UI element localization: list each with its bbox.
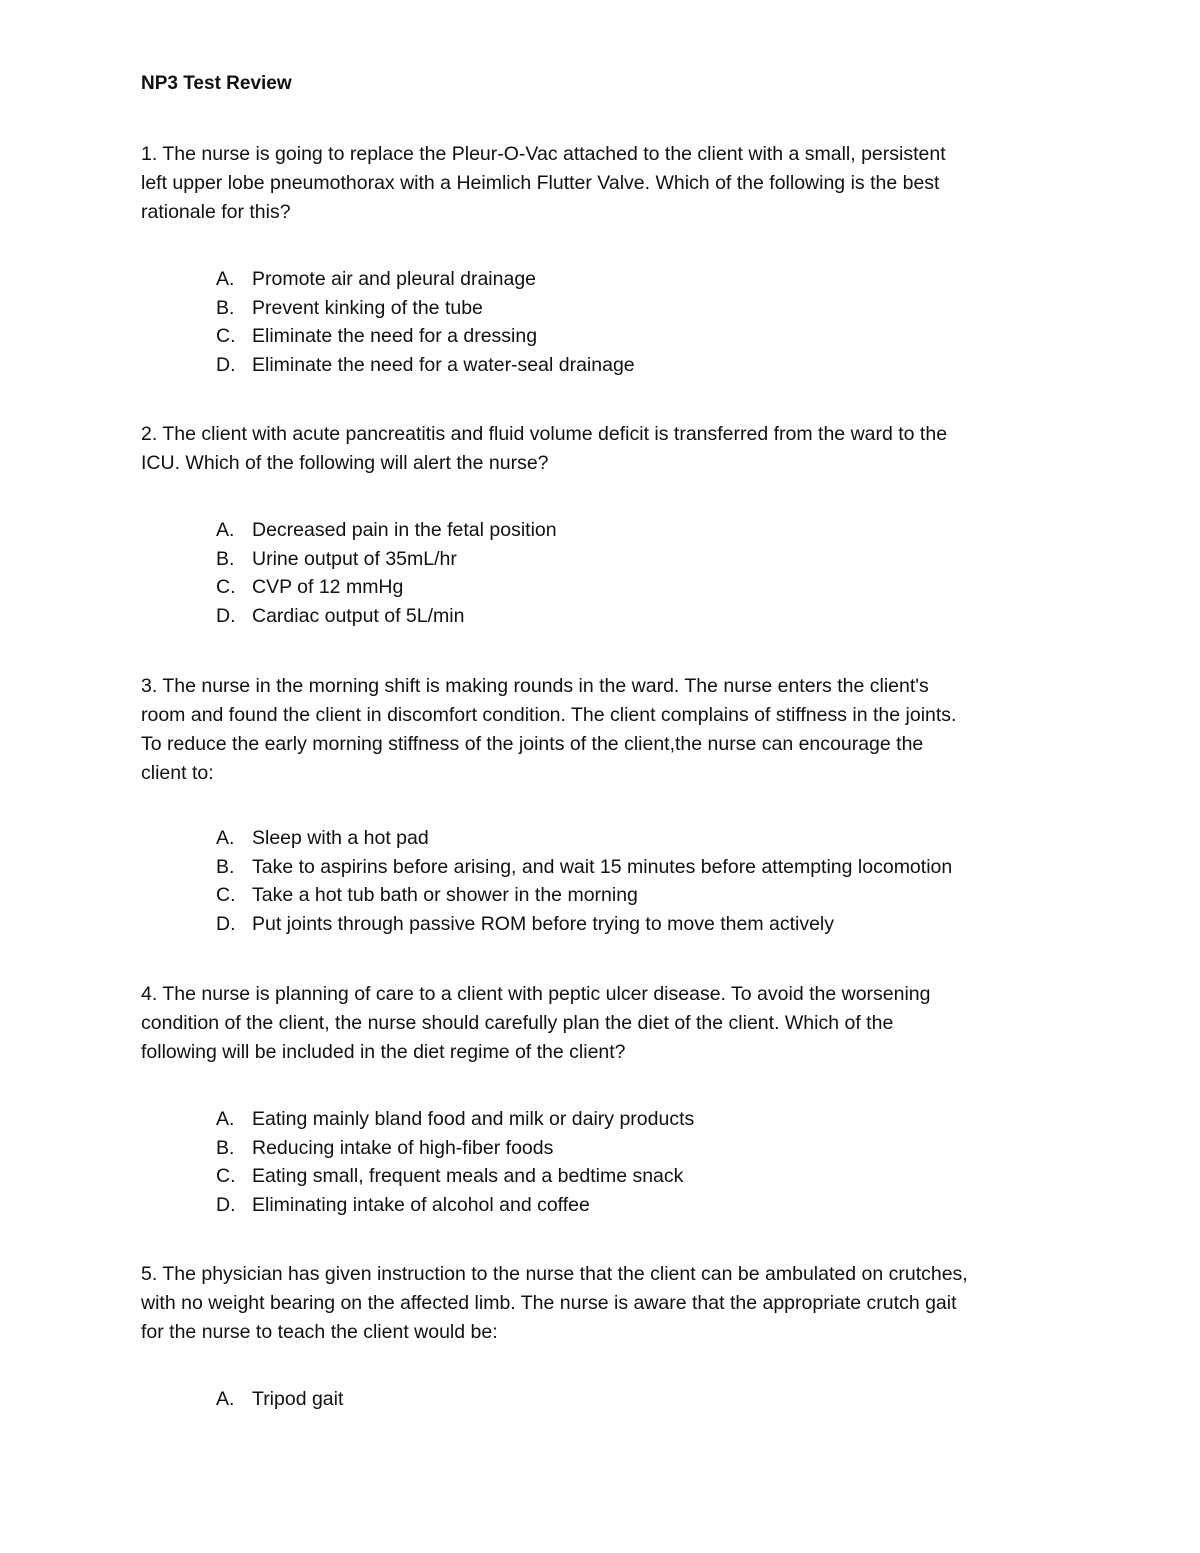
question-2-options: [216, 516, 1116, 630]
option-letter: D.: [216, 912, 236, 935]
option-letter: A.: [216, 827, 235, 849]
option-text: Urine output of 35mL/hr: [252, 547, 457, 570]
option-letter: A.: [216, 268, 235, 290]
option-text: Sleep with a hot pad: [252, 827, 429, 849]
option-text: Eliminate the need for a dressing: [252, 325, 538, 347]
question-3: [141, 672, 1071, 788]
option-letter: B.: [216, 1136, 235, 1159]
question-3-options: [216, 824, 1116, 938]
option-text: Take a hot tub bath or shower in the morning: [252, 884, 638, 906]
question-2: [141, 420, 1071, 478]
option-text: Put joints through passive ROM before trying to move them actively: [252, 912, 835, 935]
option-item: [216, 1105, 1116, 1134]
question-1-text: [141, 140, 1071, 227]
option-item: [216, 602, 1116, 631]
question-line: room and found the client in discomfort condition. The client complains of stiffness in the joints.: [141, 704, 957, 726]
option-item: [216, 294, 1116, 323]
option-item: [216, 1191, 1116, 1220]
question-1: [141, 140, 1071, 227]
question-line: 3. The nurse in the morning shift is making rounds in the ward. The nurse enters the client's: [141, 675, 929, 697]
option-text: Decreased pain in the fetal position: [252, 519, 557, 541]
option-text: Cardiac output of 5L/min: [252, 604, 465, 627]
option-letter: C.: [216, 1165, 236, 1187]
option-letter: C.: [216, 576, 236, 598]
question-line: following will be included in the diet regime of the client?: [141, 1041, 626, 1063]
option-item: [216, 516, 1116, 545]
question-5-options: [216, 1385, 1116, 1414]
question-4-text: [141, 980, 1071, 1067]
option-item: [216, 322, 1116, 351]
option-letter: B.: [216, 855, 235, 878]
option-letter: B.: [216, 547, 235, 570]
option-text: Reducing intake of high-fiber foods: [252, 1136, 554, 1159]
option-text: Promote air and pleural drainage: [252, 268, 537, 290]
option-letter: B.: [216, 296, 235, 319]
question-line: 4. The nurse is planning of care to a client with peptic ulcer disease. To avoid the worsening: [141, 983, 931, 1005]
option-item: [216, 573, 1116, 602]
question-4: [141, 980, 1071, 1067]
option-text: Tripod gait: [252, 1388, 344, 1410]
option-letter: C.: [216, 325, 236, 347]
option-text: Take to aspirins before arising, and wait 15 minutes before attempting locomotion: [252, 855, 953, 878]
question-line: with no weight bearing on the affected limb. The nurse is aware that the appropriate crutch gait: [141, 1292, 957, 1314]
option-letter: A.: [216, 519, 235, 541]
option-letter: A.: [216, 1388, 235, 1410]
question-line: 1. The nurse is going to replace the Pleur-O-Vac attached to the client with a small, persistent: [141, 143, 946, 165]
option-item: [216, 910, 1116, 939]
option-item: [216, 853, 1116, 882]
question-5-text: [141, 1260, 1071, 1347]
option-text: CVP of 12 mmHg: [252, 576, 404, 598]
option-text: Eliminating intake of alcohol and coffee: [252, 1193, 590, 1216]
option-text: Eating small, frequent meals and a bedtime snack: [252, 1165, 684, 1187]
question-line: left upper lobe pneumothorax with a Heimlich Flutter Valve. Which of the following is the best: [141, 172, 940, 194]
option-text: Prevent kinking of the tube: [252, 296, 483, 319]
option-letter: D.: [216, 604, 236, 627]
option-item: [216, 1134, 1116, 1163]
option-item: [216, 545, 1116, 574]
document-title: NP3 Test Review: [141, 73, 292, 94]
option-text: Eliminate the need for a water-seal drainage: [252, 353, 635, 376]
question-line: client to:: [141, 762, 214, 784]
question-1-options: [216, 265, 1116, 379]
option-letter: A.: [216, 1108, 235, 1130]
question-5: [141, 1260, 1071, 1347]
option-item: [216, 1385, 1116, 1414]
question-line: condition of the client, the nurse should carefully plan the diet of the client. Which of the: [141, 1012, 894, 1034]
option-item: [216, 265, 1116, 294]
option-letter: C.: [216, 884, 236, 906]
option-item: [216, 1162, 1116, 1191]
question-2-text: [141, 420, 1071, 478]
question-line: 5. The physician has given instruction to the nurse that the client can be ambulated on crutches,: [141, 1263, 968, 1285]
question-line: for the nurse to teach the client would be:: [141, 1321, 498, 1343]
option-item: [216, 824, 1116, 853]
option-item: [216, 351, 1116, 380]
question-line: 2. The client with acute pancreatitis and fluid volume deficit is transferred from the ward to the: [141, 423, 948, 445]
question-line: rationale for this?: [141, 201, 291, 223]
option-letter: D.: [216, 353, 236, 376]
question-3-text: [141, 672, 1071, 788]
option-item: [216, 881, 1116, 910]
question-4-options: [216, 1105, 1116, 1219]
option-text: Eating mainly bland food and milk or dairy products: [252, 1108, 695, 1130]
question-line: ICU. Which of the following will alert the nurse?: [141, 452, 549, 474]
option-letter: D.: [216, 1193, 236, 1216]
question-line: To reduce the early morning stiffness of the joints of the client,the nurse can encourage the: [141, 733, 924, 755]
